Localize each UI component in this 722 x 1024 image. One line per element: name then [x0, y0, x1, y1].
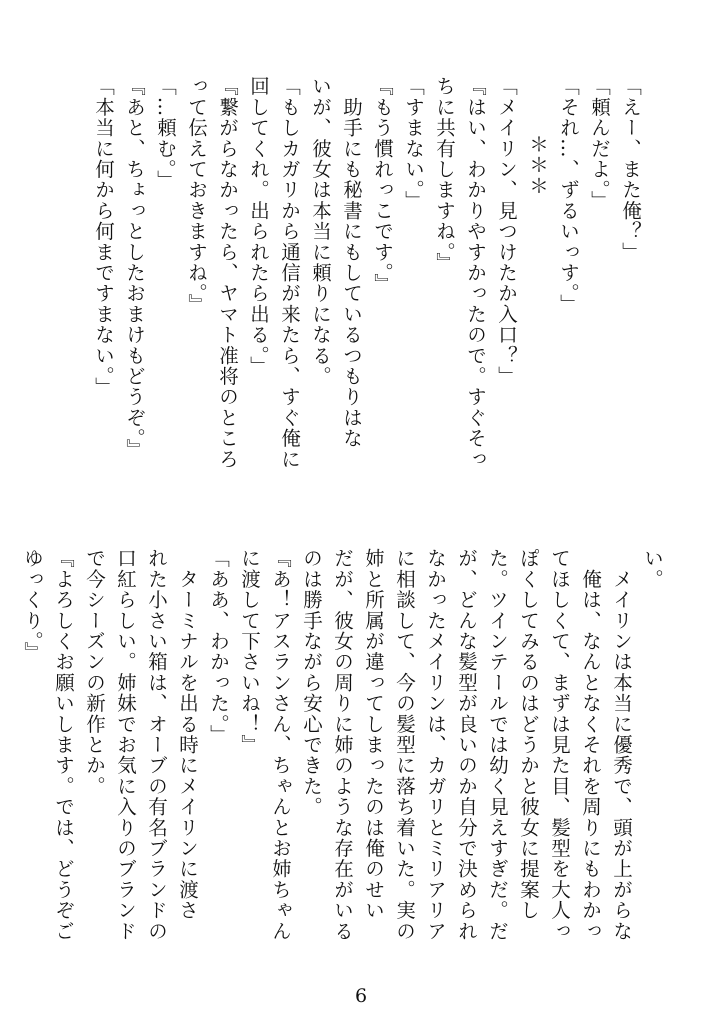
text-line: 「それ…、ずるいっす。」 [557, 76, 580, 315]
text-line: 「頼んだよ。」 [588, 76, 611, 212]
text-line: 『あ！アスランさん、ちゃんとお姉ちゃん [269, 548, 292, 942]
text-line: いが、彼女は本当に頼りになる。 [309, 76, 332, 387]
text-line: って伝えておきますね。』 [185, 76, 208, 315]
text-line: 「ああ、わかった。」 [207, 548, 230, 746]
text-block-top [88, 76, 646, 506]
text-line: ゆっくり。』 [21, 548, 44, 663]
text-line: 口紅らしい。姉妹でお気に入りのブランド [114, 548, 137, 942]
text-line: ターミナルを出る時にメイリンに渡さ [176, 548, 199, 921]
text-line: に渡して下さいね！』 [238, 548, 261, 755]
text-line: 『もう慣れっこです。』 [371, 76, 394, 294]
text-line: だが、彼女の周りに姉のような存在がいる [331, 548, 354, 942]
scene-break-asterisks: ＊＊＊ [526, 134, 549, 197]
text-line: 「…頼む。」 [154, 76, 177, 191]
text-line: 姉と所属が違ってしまったのは俺のせい [362, 548, 385, 921]
text-line: た。ツインテールでは幼く見えすぎだ。だ [486, 548, 509, 942]
text-line: れた小さい箱は、オーブの有名ブランドの [145, 548, 168, 942]
text-line: 俺は、なんとなくそれを周りにもわかっ [579, 548, 602, 942]
text-line: なかったメイリンは、カガリとミリアリア [424, 548, 447, 942]
text-line: 「もしカガリから通信が来たら、すぐ俺に [278, 76, 301, 470]
text-line: 「本当に何から何まですまない。」 [92, 76, 115, 398]
text-line: に相談して、今の髪型に落ち着いた。実の [393, 548, 416, 942]
text-line: メイリンは本当に優秀で、頭が上がらな [610, 548, 633, 942]
text-line: ちに共有しますね。』 [433, 76, 456, 274]
text-line: 「メイリン、見つけたか入口？」 [495, 76, 518, 387]
page-number: 6 [354, 985, 368, 1007]
text-line: 『はい、わかりやすかったので。すぐそっ [464, 76, 487, 470]
text-line: 助手にも秘書にもしているつもりはな [340, 76, 363, 449]
text-line: ぽくしてみるのはどうかと彼女に提案し [517, 548, 540, 921]
text-line: 「えー、また俺？」 [619, 76, 642, 263]
text-line: 「すまない。」 [402, 76, 425, 212]
text-line: てほしくて、まずは見た目、髪型を大人っ [548, 548, 571, 942]
text-line: で今シーズンの新作とか。 [83, 548, 106, 797]
text-line: のは勝手ながら安心できた。 [300, 548, 323, 818]
text-line: 『繋がらなかったら、ヤマト准将のところ [216, 76, 239, 470]
text-line: が、どんな髪型が良いのか自分で決められ [455, 548, 478, 942]
text-line: 『あと、ちょっとしたおまけもどうぞ。』 [123, 76, 146, 460]
text-block-bottom [17, 548, 668, 958]
text-line: い。 [641, 548, 664, 590]
text-line: 『よろしくお願いします。では、どうぞご [52, 548, 75, 942]
text-line: 回してくれ。出られたら出る。」 [247, 76, 270, 377]
